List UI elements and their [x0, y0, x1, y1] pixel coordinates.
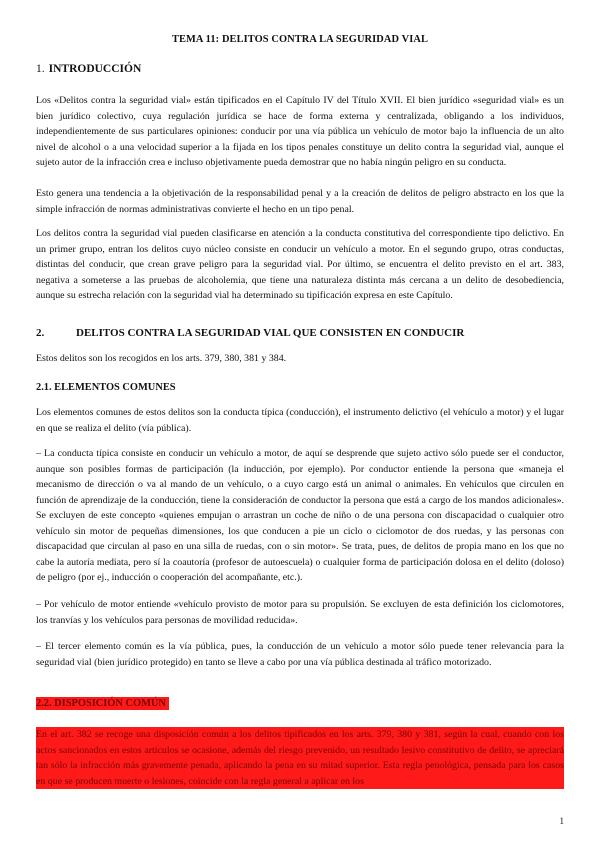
section-2-heading [36, 327, 464, 339]
section-1-heading [36, 63, 141, 75]
section-2-number: 2. [36, 327, 45, 339]
section-2-1-paragraph-3: – Por vehículo de motor entiende «vehículo provisto de motor para su propulsión. Se excluyen de esta definición los ciclomotores, los tranvías y los vehículos para personas de movilidad reducida». [36, 599, 564, 626]
document-title: TEMA 11: DELITOS CONTRA LA SEGURIDAD VIAL [171, 34, 429, 45]
section-1-number: 1. [36, 63, 45, 75]
intro-paragraph-1: Los «Delitos contra la seguridad vial» están tipificados en el Capítulo IV del Título XVII. El bien jurídico «seguridad vial» es un bien jurídico colectivo, cuya regulación jurídica se hace de forma externa y centralizada, obligando a los individuos, independientemente de sus particulares opiniones: conducir por una vía pública un vehículo de motor bajo la influencia de un alto nivel de alcohol o a una velocidad superior a la fijada en los tipos penales constituye un delito contra la seguridad vial, aunque el sujeto autor de la infracción crea e incluso objetivamente pueda demostrar que no había ningún peligro en su conducta. [36, 95, 564, 168]
section-2-2-heading: 2.2. DISPOSICIÓN COMÚN [36, 697, 169, 710]
page-number: 1 [559, 816, 564, 826]
section-1-label: INTRODUCCIÓN [48, 63, 142, 75]
section-2-1-heading: 2.1. ELEMENTOS COMUNES [36, 382, 176, 393]
section-2-2-paragraph-1: En el art. 382 se recoge una disposición común a los delitos tipificados en los arts. 379, 380 y 381, según la cual, cuando con los actos sancionados en estos artículos se ocasione, además del riesgo prevenido, un resultado lesivo constitutivo de delito, se apreciará tan sólo la infracción más gravemente penada, aplicando la pena en su mitad superior. Esta regla penológica, pensada para los casos en que se producen muerte o lesiones, coincide con la regla general a aplicar en los [36, 727, 564, 789]
intro-paragraph-3: Los delitos contra la seguridad vial pueden clasificarse en atención a la conducta constitutiva del correspondiente tipo delictivo. En un primer grupo, entran los delitos cuyo núcleo consiste en conducir un vehículo a motor. En el segundo grupo, otras conductas, distintas del conducir, que crean grave peligro para la seguridad vial. Por último, se encuentra el delito previsto en el art. 383, negativa a someterse a las pruebas de alcoholemia, que tiene una naturaleza distinta más cercana a un delito de desobediencia, aunque su estrecha relación con la seguridad vial ha determinado su tipificación expresa en este Capítulo. [36, 228, 564, 301]
section-2-label: DELITOS CONTRA LA SEGURIDAD VIAL QUE CONSISTEN EN CONDUCIR [76, 327, 465, 339]
section-2-1-paragraph-4: – El tercer elemento común es la vía pública, pues, la conducción de un vehículo a motor sólo puede tener relevancia para la seguridad vial (bien jurídico protegido) en tanto se lleve a cabo por una vía pública destinada al tráfico motorizado. [36, 641, 564, 668]
section-2-1-paragraph-1: Los elementos comunes de estos delitos son la conducta típica (conducción), el instrumento delictivo (el vehículo a motor) y el lugar en que se realiza el delito (vía pública). [36, 407, 564, 434]
section-2-1-paragraph-2: – La conducta típica consiste en conducir un vehículo a motor, de aquí se desprende que sujeto activo sólo puede ser el conductor, aunque son posibles formas de participación (la inducción, por ejemplo). Por conductor entiende la persona que «maneja el mecanismo de dirección o va al mando de un vehículo, o a cuyo cargo está un animal o animales. En vehículos que circulen en función de aprendizaje de la conducción, tiene la consideración de conductor la persona que está a cargo de los mandos adicionales». Se excluyen de este concepto «quienes empujan o arrastran un coche de niño o de una persona con discapacidad o cualquier otro vehículo sin motor de pequeñas dimensiones, los que conducen a pie un ciclo o ciclomotor de dos ruedas, y las personas con discapacidad que circulan al paso en una silla de ruedas, con o sin motor». Se trata, pues, de delitos de propia mano en los que no cabe la autoría mediata, pero sí la coautoría (profesor de autoescuela) o cualquier forma de participación dolosa en el delito (doloso) de peligro (por ej., inducción o cooperación del acompañante, etc.). [36, 448, 564, 583]
intro-paragraph-2: Esto genera una tendencia a la objetivación de la responsabilidad penal y a la creación de delitos de peligro abstracto en los que la simple infracción de normas administrativas convierte el hecho en un tipo penal. [36, 188, 564, 215]
section-2-paragraph: Estos delitos son los recogidos en los arts. 379, 380, 381 y 384. [36, 353, 287, 364]
